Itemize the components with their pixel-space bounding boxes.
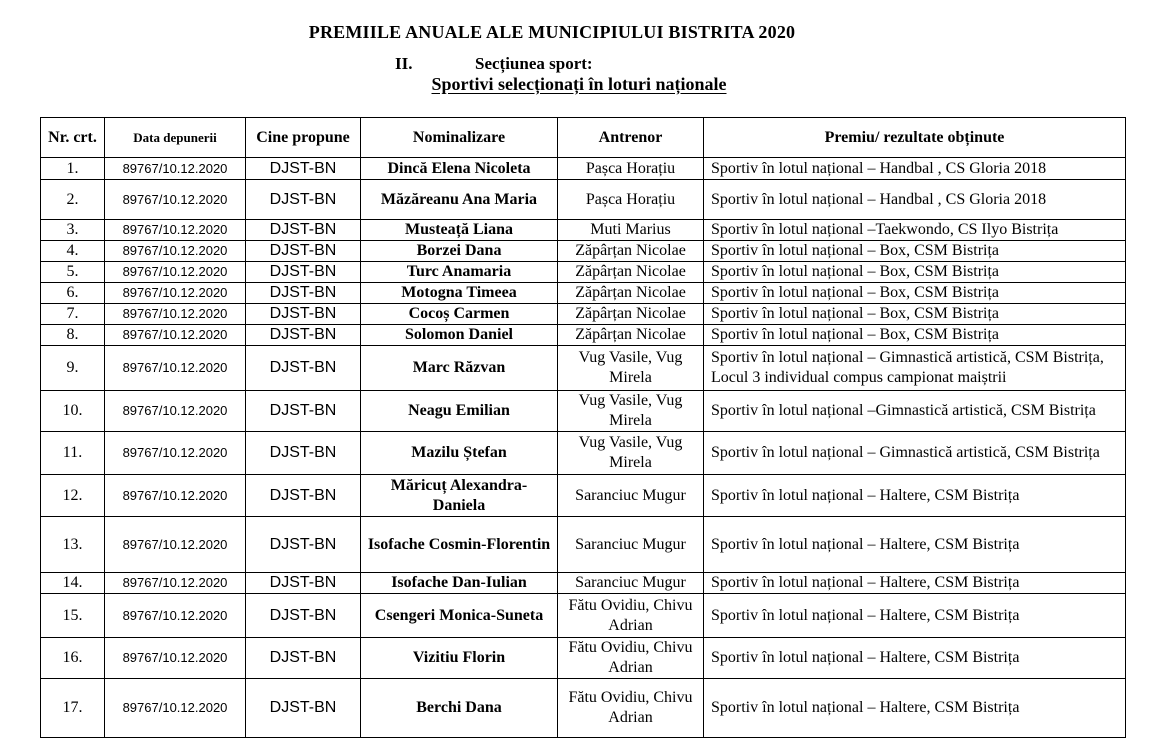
cell-propune: DJST-BN [246,262,361,283]
document-subtitle: Sportivi selecționați în loturi naționale [431,74,727,94]
cell-propune: DJST-BN [246,325,361,346]
cell-antrenor: Zăpârțan Nicolae [558,241,704,262]
cell-nominalizare: Mazilu Ștefan [361,432,558,475]
cell-propune: DJST-BN [246,283,361,304]
cell-nr: 17. [41,679,105,738]
table-row [41,475,1126,517]
col-header-nr: Nr. crt. [41,118,105,158]
cell-nr: 11. [41,432,105,475]
cell-premiu: Sportiv în lotul național – Box, CSM Bistrița [704,262,1126,283]
cell-nominalizare: Motogna Timeea [361,283,558,304]
cell-propune: DJST-BN [246,241,361,262]
cell-nominalizare: Solomon Daniel [361,325,558,346]
cell-nominalizare: Isofache Cosmin-Florentin [361,517,558,573]
section-heading [395,54,593,74]
cell-premiu: Sportiv în lotul național – Gimnastică artistică, CSM Bistrița [704,432,1126,475]
table-row [41,346,1126,391]
cell-premiu: Sportiv în lotul național – Handbal , CS Gloria 2018 [704,180,1126,220]
table-row [41,432,1126,475]
cell-propune: DJST-BN [246,679,361,738]
table-row [41,679,1126,738]
cell-data: 89767/10.12.2020 [105,638,246,679]
cell-nominalizare: Musteață Liana [361,220,558,241]
cell-nr: 9. [41,346,105,391]
cell-data: 89767/10.12.2020 [105,262,246,283]
cell-antrenor: Zăpârțan Nicolae [558,283,704,304]
table-row [41,180,1126,220]
table-row [41,638,1126,679]
cell-data: 89767/10.12.2020 [105,432,246,475]
cell-antrenor: Muti Marius [558,220,704,241]
table-row [41,220,1126,241]
cell-premiu: Sportiv în lotul național – Box, CSM Bistrița [704,241,1126,262]
cell-nominalizare: Marc Răzvan [361,346,558,391]
cell-antrenor: Zăpârțan Nicolae [558,262,704,283]
cell-nr: 10. [41,391,105,432]
cell-data: 89767/10.12.2020 [105,346,246,391]
cell-nominalizare: Neagu Emilian [361,391,558,432]
cell-propune: DJST-BN [246,304,361,325]
cell-data: 89767/10.12.2020 [105,517,246,573]
cell-nr: 5. [41,262,105,283]
cell-antrenor: Vug Vasile, Vug Mirela [558,346,704,391]
cell-premiu: Sportiv în lotul național –Gimnastică artistică, CSM Bistrița [704,391,1126,432]
cell-nominalizare: Măzăreanu Ana Maria [361,180,558,220]
nominations-table [40,117,1126,738]
cell-antrenor: Saranciuc Mugur [558,573,704,594]
cell-data: 89767/10.12.2020 [105,158,246,180]
cell-nominalizare: Vizitiu Florin [361,638,558,679]
cell-antrenor: Zăpârțan Nicolae [558,304,704,325]
cell-premiu: Sportiv în lotul național – Haltere, CSM Bistrița [704,679,1126,738]
cell-propune: DJST-BN [246,638,361,679]
cell-nr: 8. [41,325,105,346]
cell-premiu: Sportiv în lotul național – Haltere, CSM Bistrița [704,594,1126,638]
col-header-propune: Cine propune [246,118,361,158]
cell-nominalizare: Borzei Dana [361,241,558,262]
table-row [41,325,1126,346]
table-row [41,391,1126,432]
cell-data: 89767/10.12.2020 [105,594,246,638]
table-row [41,594,1126,638]
cell-nominalizare: Măricuț Alexandra-Daniela [361,475,558,517]
cell-antrenor: Pașca Horațiu [558,158,704,180]
cell-premiu: Sportiv în lotul național – Handbal , CS Gloria 2018 [704,158,1126,180]
cell-nominalizare: Turc Anamaria [361,262,558,283]
cell-premiu: Sportiv în lotul național – Box, CSM Bistrița [704,283,1126,304]
cell-nominalizare: Berchi Dana [361,679,558,738]
cell-propune: DJST-BN [246,594,361,638]
cell-nr: 16. [41,638,105,679]
col-header-premiu: Premiu/ rezultate obținute [704,118,1126,158]
cell-premiu: Sportiv în lotul național – Box, CSM Bistrița [704,325,1126,346]
cell-propune: DJST-BN [246,180,361,220]
cell-antrenor: Saranciuc Mugur [558,475,704,517]
cell-data: 89767/10.12.2020 [105,679,246,738]
cell-nr: 7. [41,304,105,325]
cell-nr: 1. [41,158,105,180]
section-number: II. [395,54,413,73]
col-header-data: Data depunerii [105,118,246,158]
cell-antrenor: Fătu Ovidiu, Chivu Adrian [558,679,704,738]
cell-premiu: Sportiv în lotul național – Haltere, CSM Bistrița [704,475,1126,517]
cell-data: 89767/10.12.2020 [105,391,246,432]
cell-antrenor: Fătu Ovidiu, Chivu Adrian [558,594,704,638]
cell-premiu: Sportiv în lotul național – Gimnastică artistică, CSM Bistrița, Locul 3 individual compus campionat maiștrii [704,346,1126,391]
cell-nr: 6. [41,283,105,304]
cell-premiu: Sportiv în lotul național –Taekwondo, CS Ilyo Bistrița [704,220,1126,241]
cell-propune: DJST-BN [246,432,361,475]
cell-propune: DJST-BN [246,391,361,432]
cell-data: 89767/10.12.2020 [105,475,246,517]
cell-propune: DJST-BN [246,220,361,241]
cell-nominalizare: Cocoș Carmen [361,304,558,325]
cell-nr: 4. [41,241,105,262]
cell-data: 89767/10.12.2020 [105,304,246,325]
table-row [41,241,1126,262]
section-label: Secțiunea sport: [475,54,593,73]
table-row [41,304,1126,325]
cell-antrenor: Zăpârțan Nicolae [558,325,704,346]
table-row [41,573,1126,594]
cell-antrenor: Saranciuc Mugur [558,517,704,573]
cell-data: 89767/10.12.2020 [105,180,246,220]
cell-propune: DJST-BN [246,346,361,391]
cell-propune: DJST-BN [246,517,361,573]
cell-data: 89767/10.12.2020 [105,241,246,262]
cell-propune: DJST-BN [246,573,361,594]
table-row [41,158,1126,180]
table-row [41,283,1126,304]
cell-nr: 15. [41,594,105,638]
cell-data: 89767/10.12.2020 [105,325,246,346]
col-header-antrenor: Antrenor [558,118,704,158]
cell-antrenor: Vug Vasile, Vug Mirela [558,391,704,432]
table-row [41,517,1126,573]
document-title: PREMIILE ANUALE ALE MUNICIPIULUI BISTRITA 2020 [308,22,796,42]
cell-nominalizare: Isofache Dan-Iulian [361,573,558,594]
table-row [41,262,1126,283]
cell-antrenor: Vug Vasile, Vug Mirela [558,432,704,475]
cell-antrenor: Fătu Ovidiu, Chivu Adrian [558,638,704,679]
cell-nominalizare: Dincă Elena Nicoleta [361,158,558,180]
cell-premiu: Sportiv în lotul național – Haltere, CSM Bistrița [704,517,1126,573]
cell-data: 89767/10.12.2020 [105,283,246,304]
col-header-nominalizare: Nominalizare [361,118,558,158]
cell-data: 89767/10.12.2020 [105,220,246,241]
cell-premiu: Sportiv în lotul național – Haltere, CSM Bistrița [704,573,1126,594]
cell-antrenor: Pașca Horațiu [558,180,704,220]
cell-nr: 14. [41,573,105,594]
cell-propune: DJST-BN [246,158,361,180]
cell-premiu: Sportiv în lotul național – Box, CSM Bistrița [704,304,1126,325]
cell-propune: DJST-BN [246,475,361,517]
cell-data: 89767/10.12.2020 [105,573,246,594]
cell-nr: 13. [41,517,105,573]
cell-nominalizare: Csengeri Monica-Suneta [361,594,558,638]
table-header-row [41,118,1126,158]
cell-nr: 3. [41,220,105,241]
cell-nr: 2. [41,180,105,220]
cell-premiu: Sportiv în lotul național – Haltere, CSM Bistrița [704,638,1126,679]
cell-nr: 12. [41,475,105,517]
